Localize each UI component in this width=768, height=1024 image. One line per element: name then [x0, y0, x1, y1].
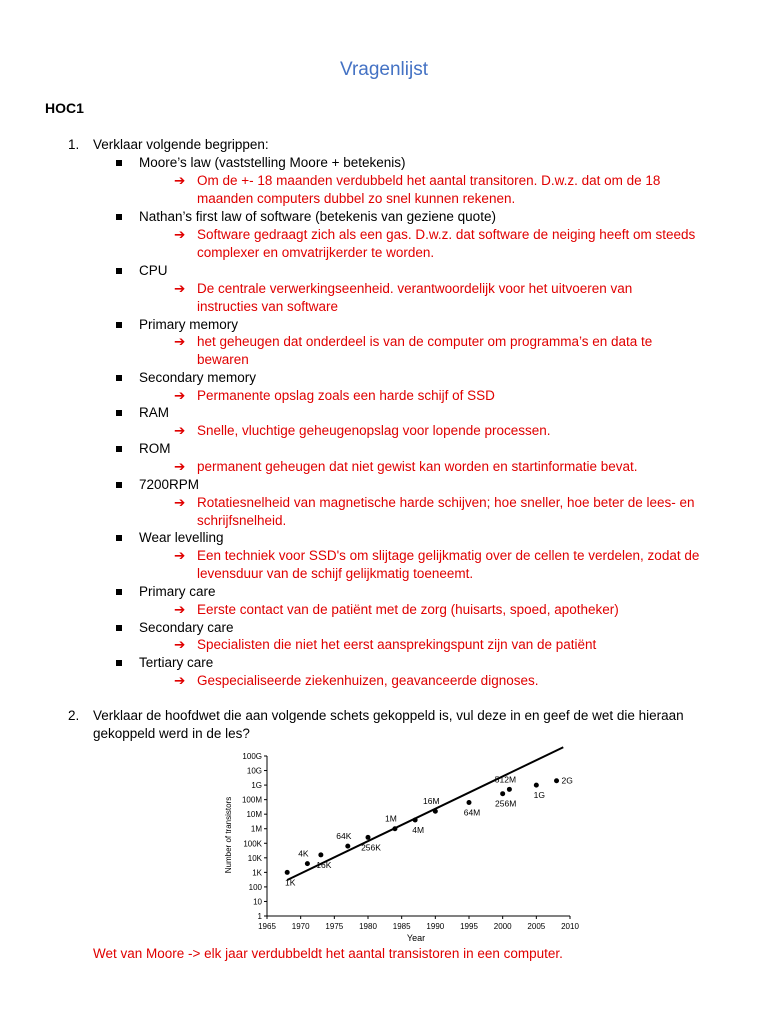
answer-line: Specialisten die niet het eerst aansprekingspunt zijn van de patiënt	[197, 637, 597, 652]
bullet-icon	[116, 589, 122, 595]
x-tick-label: 1980	[359, 922, 377, 931]
data-label: 1G	[533, 790, 546, 801]
bullet-icon	[116, 160, 122, 166]
bullet-icon	[116, 625, 122, 631]
x-tick-label: 2000	[493, 922, 512, 931]
data-point	[318, 852, 323, 857]
bullet-icon	[116, 214, 122, 220]
bullet-icon	[116, 375, 122, 381]
data-label: 4M	[412, 824, 425, 835]
bullet-icon	[116, 446, 122, 452]
term-label: Moore’s law (vaststelling Moore + betekenis)	[139, 155, 406, 170]
question-2-answer: Wet van Moore -> elk jaar verdubbeldt het aantal transistoren in een computer.	[93, 946, 563, 961]
x-tick-label: 2005	[527, 922, 546, 931]
answer-line: complexer en omvatrijkerder te worden.	[197, 245, 435, 260]
data-label: 256M	[495, 798, 517, 809]
x-tick-label: 1965	[258, 922, 276, 931]
answer-line: Een techniek voor SSD's om slijtage gelijkmatig over de cellen te verdelen, zodat de	[197, 548, 700, 563]
term-label: Primary care	[139, 584, 216, 599]
y-tick-label: 100K	[243, 839, 262, 849]
x-tick-label: 1990	[426, 922, 445, 931]
y-tick-label: 100	[248, 882, 262, 892]
bullet-icon	[116, 535, 122, 541]
section-heading: HOC1	[45, 100, 84, 116]
data-label: 64M	[463, 807, 481, 818]
y-tick-label: 10M	[246, 810, 262, 820]
data-label: 2G	[561, 775, 573, 786]
data-label: 1M	[385, 813, 397, 824]
data-point	[500, 791, 505, 796]
question-number: 2.	[68, 708, 80, 723]
arrow-right-icon: ➔	[174, 173, 186, 188]
term-label: ROM	[139, 441, 171, 456]
data-point	[305, 861, 310, 866]
x-tick-label: 2010	[561, 922, 579, 931]
term-label: CPU	[139, 263, 168, 278]
data-label: 1K	[284, 877, 296, 888]
y-tick-label: 1K	[252, 868, 262, 878]
term-label: Secondary care	[139, 620, 234, 635]
answer-line: Gespecialiseerde ziekenhuizen, geavanceerde dignoses.	[197, 673, 539, 688]
data-label: 512M	[494, 774, 517, 785]
y-tick-label: 10	[253, 897, 262, 907]
y-tick-label: 10K	[247, 853, 262, 863]
bullet-icon	[116, 660, 122, 666]
arrow-right-icon: ➔	[174, 637, 186, 652]
term-label: Secondary memory	[139, 370, 257, 385]
answer-line: schrijfsnelheid.	[197, 513, 287, 528]
data-label: 4K	[298, 848, 309, 859]
data-point	[554, 778, 559, 783]
arrow-right-icon: ➔	[174, 227, 186, 242]
answer-line: Permanente opslag zoals een harde schijf of SSD	[197, 388, 495, 403]
answer-line: levensduur van de schijf gelijkmatig toeneemt.	[197, 566, 474, 581]
data-point	[392, 826, 397, 831]
data-point	[433, 809, 438, 814]
term-label: Wear levelling	[139, 530, 224, 545]
arrow-right-icon: ➔	[174, 423, 186, 438]
data-label: 16K	[316, 859, 332, 870]
question-text-line: Verklaar de hoofdwet die aan volgende schets gekoppeld is, vul deze in en geef de wet die hieraan	[93, 708, 684, 723]
answer-line: Software gedraagt zich als een gas. D.w.z. dat software de neiging heeft om steeds	[197, 227, 696, 242]
arrow-right-icon: ➔	[174, 495, 186, 510]
x-tick-label: 1985	[392, 922, 411, 931]
data-point	[467, 800, 472, 805]
arrow-right-icon: ➔	[174, 548, 186, 563]
y-axis-label: Number of transistors	[224, 796, 233, 874]
term-label: Tertiary care	[139, 655, 214, 670]
answer-line: het geheugen dat onderdeel is van de computer om programma’s en data te	[197, 334, 653, 349]
question-text: Verklaar volgende begrippen:	[93, 137, 269, 152]
x-tick-label: 1970	[291, 922, 310, 931]
answer-line: Om de +- 18 maanden verdubbeld het aantal transitoren. D.w.z. dat om de 18	[197, 173, 661, 188]
bullet-icon	[116, 410, 122, 416]
data-point	[413, 817, 418, 822]
question-text-line: gekoppeld werd in de les?	[93, 726, 250, 741]
y-tick-label: 1M	[250, 824, 262, 834]
arrow-right-icon: ➔	[174, 334, 186, 349]
data-point	[507, 787, 512, 792]
answer-line: instructies van software	[197, 299, 339, 314]
answer-line: bewaren	[197, 352, 249, 367]
y-tick-label: 1G	[251, 781, 262, 791]
arrow-right-icon: ➔	[174, 602, 186, 617]
y-tick-label: 1	[257, 912, 262, 921]
data-label: 256K	[361, 842, 381, 853]
arrow-right-icon: ➔	[174, 673, 186, 688]
bullet-icon	[116, 268, 122, 274]
x-tick-label: 1995	[460, 922, 478, 931]
bullet-icon	[116, 482, 122, 488]
y-tick-label: 100G	[242, 752, 262, 761]
question-number: 1.	[68, 137, 80, 152]
x-tick-label: 1975	[325, 922, 344, 931]
x-axis-label: Year	[406, 933, 426, 943]
arrow-right-icon: ➔	[174, 459, 186, 474]
data-point	[285, 870, 290, 875]
arrow-right-icon: ➔	[174, 281, 186, 296]
data-label: 64K	[336, 831, 352, 842]
term-label: RAM	[139, 405, 169, 420]
document-title: Vragenlijst	[339, 59, 428, 80]
data-point	[366, 835, 371, 840]
y-tick-label: 10G	[246, 766, 262, 776]
answer-line: maanden computers dubbel zo snel kunnen rekenen.	[197, 191, 516, 206]
data-point	[345, 844, 350, 849]
answer-line: Eerste contact van de patiënt met de zorg (huisarts, spoed, apotheker)	[197, 602, 619, 617]
answer-line: Snelle, vluchtige geheugenopslag voor lopende processen.	[197, 423, 551, 438]
data-point	[534, 783, 539, 788]
bullet-icon	[116, 322, 122, 328]
transistor-chart	[223, 745, 595, 943]
answer-line: De centrale verwerkingseenheid. verantwoordelijk voor het uitvoeren van	[197, 281, 633, 296]
arrow-right-icon: ➔	[174, 388, 186, 403]
answer-line: permanent geheugen dat niet gewist kan worden en startinformatie bevat.	[197, 459, 638, 474]
term-label: Primary memory	[139, 317, 239, 332]
answer-line: Rotatiesnelheid van magnetische harde schijven; hoe sneller, hoe beter de lees- en	[197, 495, 695, 510]
data-label: 16M	[423, 796, 440, 807]
term-label: 7200RPM	[139, 477, 200, 492]
term-label: Nathan’s first law of software (betekenis van geziene quote)	[139, 209, 496, 224]
y-tick-label: 100M	[241, 795, 262, 805]
